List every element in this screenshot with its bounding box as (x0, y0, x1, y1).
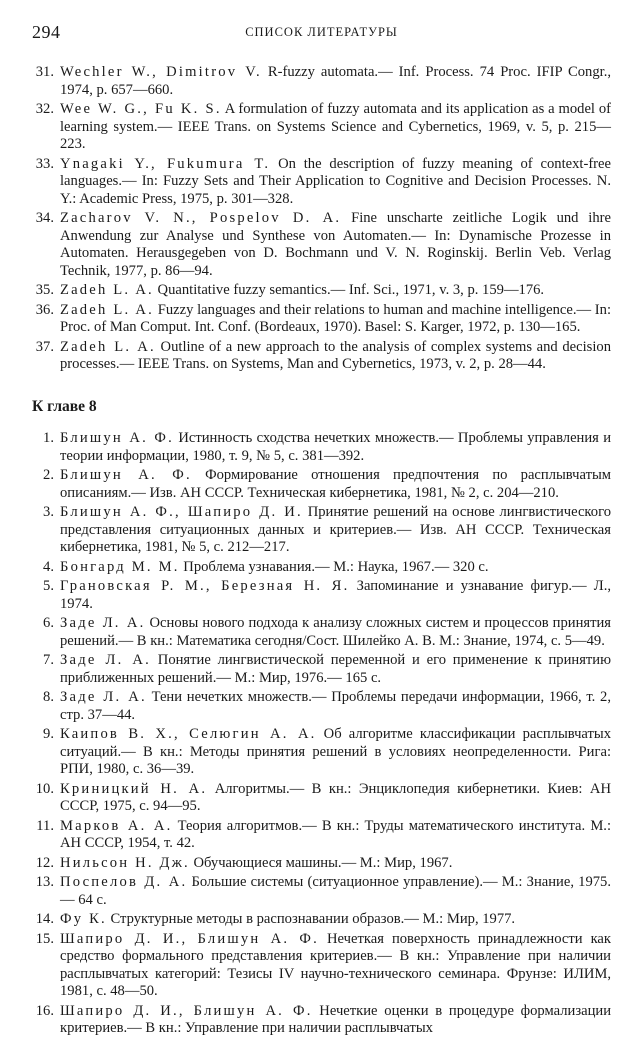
reference-authors: Заде Л. А. (60, 689, 147, 705)
reference-authors: Zadeh L. A. (60, 338, 156, 355)
reference-authors: Шапиро Д. И., Блишун А. Ф. (60, 930, 319, 947)
reference-text: A formulation of fuzzy automata and its application as a model of learning system.— IEEE Trans. on Systems Science and Cybernetics, 1969, v. 5, p. 215—223. (60, 101, 611, 152)
reference-entry (0, 615, 643, 650)
section-title: К главе 8 (32, 398, 97, 415)
reference-text: Алгоритмы.— В кн.: Энциклопедия кибернетики. Киев: АН СССР, 1975, с. 94—95. (60, 780, 612, 814)
reference-authors: Zadeh L. A. (60, 301, 155, 318)
reference-text: Об алгоритме классификации расплывчатых ситуаций.— В кн.: Методы принятия решений в условиях неопределенности. Рига: РПИ, 1980, с. 36—39. (60, 726, 612, 777)
reference-entry (0, 302, 643, 337)
reference-text: Обучающиеся машины.— М.: Мир, 1967. (189, 854, 453, 871)
reference-entry (0, 210, 643, 280)
reference-number: 5. (43, 578, 54, 594)
reference-authors: Заде Л. А. (60, 615, 146, 631)
reference-number: 14. (35, 911, 54, 927)
reference-authors: Фу К. (60, 911, 107, 927)
reference-authors: Грановская Р. М., Березная Н. Я. (60, 578, 350, 594)
reference-number: 3. (43, 504, 54, 520)
reference-text: Тени нечетких множеств.— Проблемы передачи информации, 1966, т. 2, стр. 37—44. (60, 689, 611, 723)
page-number: 294 (32, 22, 61, 42)
reference-text: Истинность сходства нечетких множеств.— Проблемы управления и теории информации, 1980, т. 9, № 5, с. 381—392. (60, 430, 612, 464)
reference-entry (0, 652, 643, 687)
reference-authors: Нильсон Н. Дж. (60, 854, 190, 871)
reference-number: 37. (35, 338, 54, 355)
reference-text: Основы нового подхода к анализу сложных систем и процессов принятия решений.— В кн.: Математика сегодня/Сост. Шилейко А. В. М.: Знание, 1974, с. 5—49. (60, 615, 611, 649)
reference-number: 31. (35, 64, 54, 80)
reference-text: Quantitative fuzzy semantics.— Inf. Sci., 1971, v. 3, p. 159—176. (153, 282, 545, 298)
reference-text: Принятие решений на основе лингвистического представления ситуационных данных и критериев.— Изв. АН СССР. Техническая кибернетика, 1981, № 5, с. 212—217. (60, 504, 611, 555)
reference-entry (0, 726, 643, 779)
reference-text: Большие системы (ситуационное управление).— М.: Знание, 1975.— 64 с. (60, 874, 611, 908)
reference-number: 6. (43, 615, 54, 631)
reference-number: 13. (35, 874, 54, 890)
reference-number: 10. (35, 780, 54, 797)
reference-text: Понятие лингвистической переменной и его применение к принятию приближенных решений.— М.: Мир, 1976.— 165 с. (60, 652, 611, 686)
reference-authors: Блишун А. Ф. (60, 430, 175, 446)
reference-entry (0, 559, 643, 577)
reference-entry (0, 282, 643, 300)
page-header (0, 22, 643, 46)
reference-authors: Шапиро Д. И., Блишун А. Ф. (60, 1002, 313, 1019)
reference-text: Fine unscharte zeitliche Logik und ihre Anwendung zur Analyse und Synthese von Automaten.— In: Dynamische Prozesse in Automaten. Herausgegeben von D. Bochmann und V. N. Roginskij. Berlin Veb. Verlag Technik, 1977, p. 86—94. (60, 210, 611, 279)
reference-number: 33. (35, 155, 54, 172)
reference-entry (0, 430, 643, 465)
reference-number: 2. (43, 467, 54, 483)
reference-number: 15. (35, 930, 54, 947)
reference-number: 36. (35, 301, 54, 318)
reference-text: On the description of fuzzy meaning of context-free languages.— In: Fuzzy Sets and Their Application to Cognitive and Decision Processes. N. Y.: Academic Press, 1975, p. 301—328. (60, 155, 611, 207)
reference-authors: Блишун А. Ф. (60, 467, 192, 483)
reference-authors: Wee W. G., Fu K. S. (60, 101, 222, 117)
reference-entry (0, 818, 643, 853)
reference-number: 4. (43, 558, 54, 575)
reference-text: R-fuzzy automata.— Inf. Process. 74 Proc. IFIP Congr., 1974, p. 657—660. (60, 64, 612, 98)
reference-text: Fuzzy languages and their relations to human and machine intelligence.— In: Proc. of Man Comput. Int. Conf. (Bordeaux, 1970). Basel: S. Karger, 1972, p. 130—165. (60, 301, 611, 335)
reference-entry (0, 874, 643, 909)
reference-authors: Марков А. А. (60, 817, 173, 834)
reference-authors: Криницкий Н. А. (60, 780, 208, 797)
reference-list-chapter-8 (0, 430, 643, 1040)
reference-text: Теория алгоритмов.— В кн.: Труды математического института. М.: АН СССР, 1954, т. 42. (60, 817, 612, 851)
reference-authors: Поспелов Д. А. (60, 874, 188, 890)
running-head: СПИСОК ЛИТЕРАТУРЫ (245, 25, 398, 39)
reference-entry (0, 1003, 643, 1038)
reference-number: 32. (35, 101, 54, 117)
reference-text: Нечеткие оценки в процедуре формализации критериев.— В кн.: Управление при наличии расплывчатых (60, 1002, 612, 1036)
reference-entry (0, 101, 643, 154)
reference-authors: Wechler W., Dimitrov V. (60, 64, 262, 80)
reference-number: 34. (35, 210, 54, 226)
reference-number: 35. (35, 282, 54, 298)
reference-entry (0, 467, 643, 502)
reference-entry (0, 578, 643, 613)
reference-text: Формирование отношения предпочтения по расплывчатым описаниям.— Изв. АН СССР. Техническая кибернетика, 1981, № 2, с. 204—210. (60, 467, 611, 501)
reference-number: 7. (43, 652, 54, 668)
reference-authors: Ynagaki Y., Fukumura T. (60, 155, 271, 172)
reference-authors: Каипов В. Х., Селюгин А. А. (60, 726, 317, 742)
reference-number: 1. (43, 430, 54, 446)
reference-authors: Заде Л. А. (60, 652, 151, 668)
reference-text: Нечеткая поверхность принадлежности как средство формального представления критериев.— В кн.: Управление при наличии расплывчатых категорий: Тезисы IV научно-технического семинара. Фрунзе: ИЛИМ, 1981, с. 48—50. (60, 930, 612, 999)
reference-entry (0, 339, 643, 374)
reference-authors: Бонгард М. М. (60, 558, 180, 575)
reference-text: Структурные методы в распознавании образов.— М.: Мир, 1977. (106, 911, 516, 927)
reference-entry (0, 911, 643, 929)
reference-number: 11. (36, 817, 54, 834)
reference-number: 12. (35, 854, 54, 871)
reference-text: Проблема узнавания.— М.: Наука, 1967.— 320 с. (179, 558, 489, 575)
reference-number: 8. (43, 689, 54, 705)
reference-list-previous (0, 64, 643, 376)
reference-authors: Zacharov V. N., Pospelov D. A. (60, 210, 342, 226)
reference-authors: Блишун А. Ф., Шапиро Д. И. (60, 504, 303, 520)
reference-text: Outline of a new approach to the analysis of complex systems and decision processes.— IEEE Trans. on Systems, Man and Cybernetics, 1973, v. 2, p. 28—44. (60, 338, 611, 372)
reference-entry (0, 156, 643, 209)
reference-entry (0, 781, 643, 816)
reference-entry (0, 64, 643, 99)
reference-number: 16. (35, 1002, 54, 1019)
reference-entry (0, 931, 643, 1001)
reference-number: 9. (43, 726, 54, 742)
reference-text: Запоминание и узнавание фигур.— Л., 1974. (60, 578, 611, 612)
reference-entry (0, 689, 643, 724)
reference-authors: Zadeh L. A. (60, 282, 154, 298)
reference-entry (0, 504, 643, 557)
reference-entry (0, 855, 643, 873)
